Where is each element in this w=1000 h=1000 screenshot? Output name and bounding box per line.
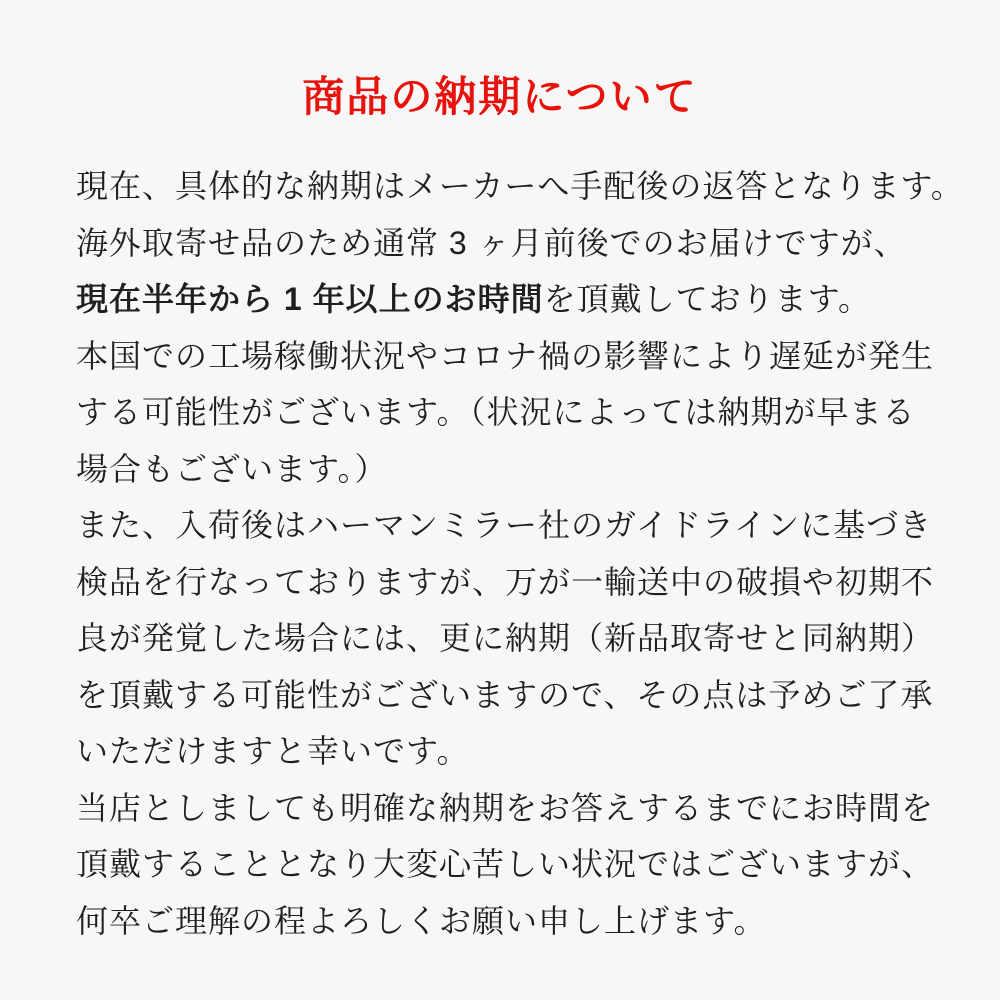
text-line: [76, 215, 924, 272]
text-segment: 当店としましても明確な納期をお答えするまでにお時間を: [76, 789, 935, 826]
text-line: [76, 384, 924, 441]
text-line: [76, 271, 924, 328]
text-segment: 現在、具体的な納期はメーカーへ手配後の返答となります。: [76, 168, 964, 204]
text-line: [76, 723, 924, 780]
text-segment: 良が発覚した場合には、更に納期（新品取寄せと同納期）: [76, 620, 935, 656]
text-line: [76, 667, 934, 724]
text-segment: を頂戴する可能性がございますので、その点は予めご了承: [76, 676, 934, 713]
text-line: [76, 441, 924, 498]
text-line: [76, 497, 933, 554]
text-segment: 本国での工場稼働状況やコロナ禍の影響により遅延が発生: [76, 337, 935, 374]
text-line: [76, 893, 924, 950]
text-segment-bold: 現在半年から 1 年以上のお時間: [76, 281, 544, 317]
text-segment: 頂戴することとなり大変心苦しい状況ではございますが、: [76, 846, 935, 882]
text-line: [76, 328, 935, 385]
text-line: [76, 780, 935, 837]
text-line: [76, 836, 935, 893]
text-line: [76, 158, 964, 215]
text-segment: を頂戴しております。: [543, 281, 872, 317]
text-segment: 海外取寄せ品のため通常 3 ヶ月前後でのお届けですが、: [76, 224, 907, 261]
text-segment: 何卒ご理解の程よろしくお願い申し上げます。: [76, 902, 767, 939]
notice-body-text: [0, 158, 1000, 949]
text-segment: 場合もございます。）: [76, 450, 388, 487]
text-line: [76, 554, 935, 611]
page-title: 商品の納期について: [302, 73, 698, 120]
text-segment: いただけますと幸いです。: [76, 733, 470, 769]
text-segment: 検品を行なっておりますが、万が一輸送中の破損や初期不: [76, 563, 935, 600]
text-line: [76, 610, 935, 667]
text-segment: する可能性がございます。（状況によっては納期が早まる: [76, 394, 916, 430]
text-segment: また、入荷後はハーマンミラー社のガイドラインに基づき: [76, 507, 933, 543]
